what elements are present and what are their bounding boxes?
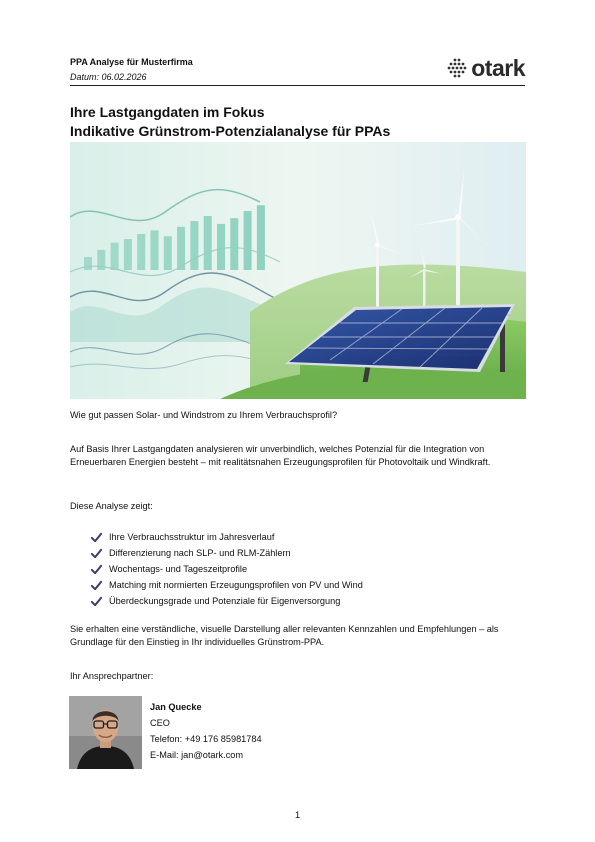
document-date: Datum: 06.02.2026 [70, 72, 147, 82]
list-item: Differenzierung nach SLP- und RLM-Zählern [91, 545, 363, 561]
page-header [70, 54, 525, 86]
contact-email[interactable]: E-Mail: jan@otark.com [150, 750, 244, 760]
company-logo [447, 54, 525, 82]
list-item: Ihre Verbrauchsstruktur im Jahresverlauf [91, 529, 363, 545]
hero-bar [177, 227, 185, 270]
check-icon [91, 548, 102, 559]
contact-heading: Ihr Ansprechpartner: [70, 671, 154, 681]
contact-details [150, 699, 262, 763]
contact-photo [69, 696, 142, 769]
dot-grid-icon [447, 58, 467, 78]
logo-wordmark: otark [471, 54, 525, 81]
hero-bar [230, 218, 238, 270]
closing-paragraph: Sie erhalten eine verständliche, visuelle Darstellung aller relevanten Kennzahlen und Empfehlungen – als Grundlage für den Einstieg in Ihr individuelles Grünstrom-PPA. [70, 624, 499, 647]
hero-bar [97, 250, 105, 270]
hero-bar [164, 236, 172, 270]
hero-bar [190, 221, 198, 270]
hero-illustration [70, 142, 526, 399]
check-icon [91, 564, 102, 575]
intro-paragraph: Auf Basis Ihrer Lastgangdaten analysieren wir unverbindlich, welches Potenzial für die Integration von Erneuerbaren Energien besteht – mit realitätsnahen Erzeugungsprofilen für Photovoltaik und Windkraft. [70, 444, 491, 467]
contact-name: Jan Quecke [150, 702, 202, 712]
check-icon [91, 532, 102, 543]
intro-question: Wie gut passen Solar- und Windstrom zu Ihrem Verbrauchsprofil? [70, 410, 338, 420]
hero-bar [137, 234, 145, 270]
hero-bar [124, 239, 132, 270]
hero-bar [151, 230, 159, 270]
hero-bar [217, 224, 225, 270]
list-item: Wochentags- und Tageszeitprofile [91, 561, 363, 577]
hero-bar [257, 205, 265, 270]
headline-primary: Ihre Lastgangdaten im Fokus [70, 104, 265, 120]
hero-bar [111, 243, 119, 270]
hero-bar [84, 257, 92, 270]
headline-secondary: Indikative Grünstrom-Potenzialanalyse für PPAs [70, 123, 391, 139]
analysis-checklist [91, 529, 363, 609]
check-icon [91, 580, 102, 591]
contact-phone[interactable]: Telefon: +49 176 85981784 [150, 734, 262, 744]
hero-bar [204, 216, 212, 270]
check-icon [91, 596, 102, 607]
list-item: Überdeckungsgrade und Potenziale für Eigenversorgung [91, 593, 363, 609]
analysis-heading: Diese Analyse zeigt: [70, 501, 153, 511]
list-item: Matching mit normierten Erzeugungsprofilen von PV und Wind [91, 577, 363, 593]
page-number: 1 [294, 810, 301, 820]
contact-role: CEO [150, 718, 170, 728]
document-title: PPA Analyse für Musterfirma [70, 57, 193, 67]
hero-bar [244, 211, 252, 270]
